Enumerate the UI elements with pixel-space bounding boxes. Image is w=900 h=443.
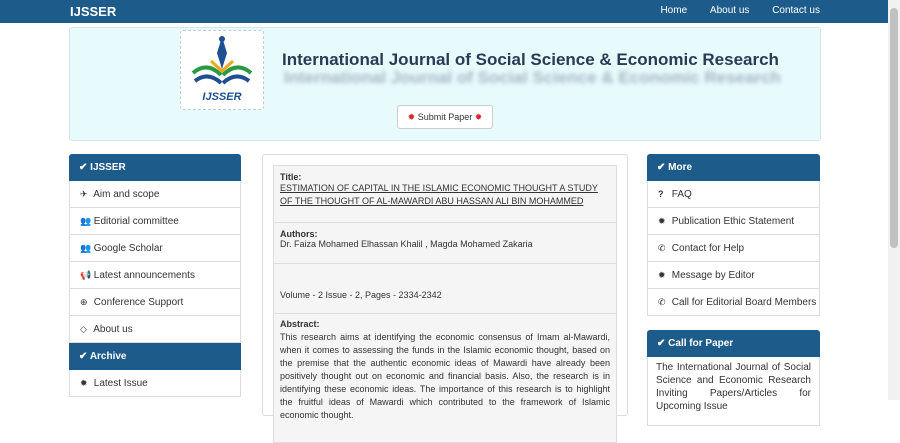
sidebar-item-faq[interactable] xyxy=(647,181,820,208)
check-icon: ✔ xyxy=(657,162,666,173)
sidebar-item-label: About us xyxy=(93,324,133,335)
sidebar-item-label: Call for Editorial Board Members xyxy=(671,297,817,308)
nav-links xyxy=(640,5,820,16)
sidebar-item-label: FAQ xyxy=(671,189,692,200)
phone-icon: ✆ xyxy=(658,297,666,307)
journal-title: International Journal of Social Science & Economic Research xyxy=(282,50,779,69)
archive-panel-heading xyxy=(69,343,241,370)
abstract-section xyxy=(273,314,617,443)
top-navbar xyxy=(0,0,888,23)
more-panel-heading xyxy=(647,154,820,181)
sidebar-item-label: Latest announcements xyxy=(93,270,195,281)
journal-header xyxy=(69,27,821,141)
ijsser-heading-label: IJSSER xyxy=(90,162,126,173)
sidebar-item-label: Latest Issue xyxy=(93,378,148,389)
bullhorn-icon: 📢 xyxy=(80,270,92,280)
page-scrollbar[interactable] xyxy=(888,0,900,400)
sidebar-item-label: Conference Support xyxy=(93,297,184,308)
volume-value: Volume - 2 Issue - 2, Pages - 2334-2342 xyxy=(280,290,442,300)
sidebar-item-label: Editorial committee xyxy=(93,216,179,227)
journal-title-reflection: International Journal of Social Science & Economic Research xyxy=(284,68,781,87)
check-icon: ✔ xyxy=(79,351,88,362)
authors-value: Dr. Faiza Mohamed Elhassan Khalil , Magda Mohamed Zakaria xyxy=(280,239,533,249)
logo-text: IJSSER xyxy=(202,91,242,103)
article-details xyxy=(273,165,617,443)
cog-icon: ✹ xyxy=(80,378,88,388)
sidebar-item-conference-support[interactable] xyxy=(69,289,241,316)
check-icon: ✔ xyxy=(79,162,88,173)
pen-book-logo-icon xyxy=(181,31,263,91)
sidebar-item-aim-scope[interactable] xyxy=(69,181,241,208)
question-icon: ? xyxy=(658,189,664,199)
sidebar-item-about-us[interactable] xyxy=(69,316,241,343)
cfp-panel-heading xyxy=(647,330,820,357)
plane-icon: ✈ xyxy=(80,189,88,199)
phone-icon: ✆ xyxy=(658,243,666,253)
article-panel xyxy=(262,154,628,420)
sidebar-item-label: Google Scholar xyxy=(93,243,163,254)
abstract-text: This research aims at identifying the economic consensus of Imam al-Mawardi, when it comes to assessing the funds in the Islamic economic thought, based on the premise that the authentic economic ideas of Mawardi have already been positively thought out on economic and financial basis. Also, the research is in identifying these economic ideas. The importance of this research is to highlight the fruitful ideas of Mawardi which contributed to the framework of Islamic economic thought. xyxy=(280,332,610,420)
check-icon: ✔ xyxy=(657,338,666,349)
archive-heading-label: Archive xyxy=(89,351,127,362)
users-icon: 👥 xyxy=(80,243,92,253)
sidebar-item-publication-ethic[interactable] xyxy=(647,208,820,235)
authors-label: Authors: xyxy=(280,229,318,239)
cfp-heading-label: Call for Paper xyxy=(668,338,734,349)
cfp-text: The International Journal of Social Science and Economic Research Inviting Papers/Articles for Upcoming Issue xyxy=(647,357,820,426)
sidebar-item-label: Message by Editor xyxy=(671,270,755,281)
authors-row xyxy=(273,223,617,264)
title-label: Title: xyxy=(280,172,302,182)
abstract-label: Abstract: xyxy=(280,319,320,329)
sidebar-item-editorial-committee[interactable] xyxy=(69,208,241,235)
cog-icon: ✹ xyxy=(658,216,666,226)
submit-paper-button[interactable] xyxy=(397,105,493,129)
cog-icon: ✹ xyxy=(407,112,416,122)
sidebar-item-contact-help[interactable] xyxy=(647,235,820,262)
cog-icon: ✹ xyxy=(658,270,666,280)
sidebar-item-google-scholar[interactable] xyxy=(69,235,241,262)
diamond-icon: ◇ xyxy=(80,324,87,334)
nav-about-link[interactable]: About us xyxy=(709,5,750,16)
sidebar-item-label: Aim and scope xyxy=(93,189,160,200)
submit-paper-label: Submit Paper xyxy=(417,112,473,122)
nav-home-link[interactable]: Home xyxy=(660,5,688,16)
cog-icon: ✹ xyxy=(474,112,483,122)
sidebar-item-editorial-board-call[interactable] xyxy=(647,289,820,316)
globe-icon: ⊕ xyxy=(80,297,88,307)
more-heading-label: More xyxy=(668,162,693,173)
sidebar-item-label: Publication Ethic Statement xyxy=(671,216,795,227)
call-for-paper-panel xyxy=(647,330,820,426)
volume-row xyxy=(273,264,617,314)
right-sidebar xyxy=(647,154,820,316)
brand-link[interactable]: IJSSER xyxy=(70,4,117,19)
ijsser-panel-heading xyxy=(69,154,241,181)
scrollbar-thumb[interactable] xyxy=(890,8,898,248)
sidebar-item-label: Contact for Help xyxy=(671,243,745,254)
sidebar-item-latest-issue[interactable] xyxy=(69,370,241,397)
left-sidebar xyxy=(69,154,241,397)
journal-logo xyxy=(180,30,264,110)
article-title-link[interactable]: ESTIMATION OF CAPITAL IN THE ISLAMIC ECONOMIC THOUGHT A STUDY OF THE THOUGHT OF AL-MAWARDI ABU HASSAN ALI BIN MOHAMMED xyxy=(280,183,598,206)
sidebar-item-latest-announcements[interactable] xyxy=(69,262,241,289)
users-icon: 👥 xyxy=(80,216,92,226)
title-row xyxy=(273,165,617,223)
nav-contact-link[interactable]: Contact us xyxy=(772,5,820,16)
sidebar-item-message-editor[interactable] xyxy=(647,262,820,289)
